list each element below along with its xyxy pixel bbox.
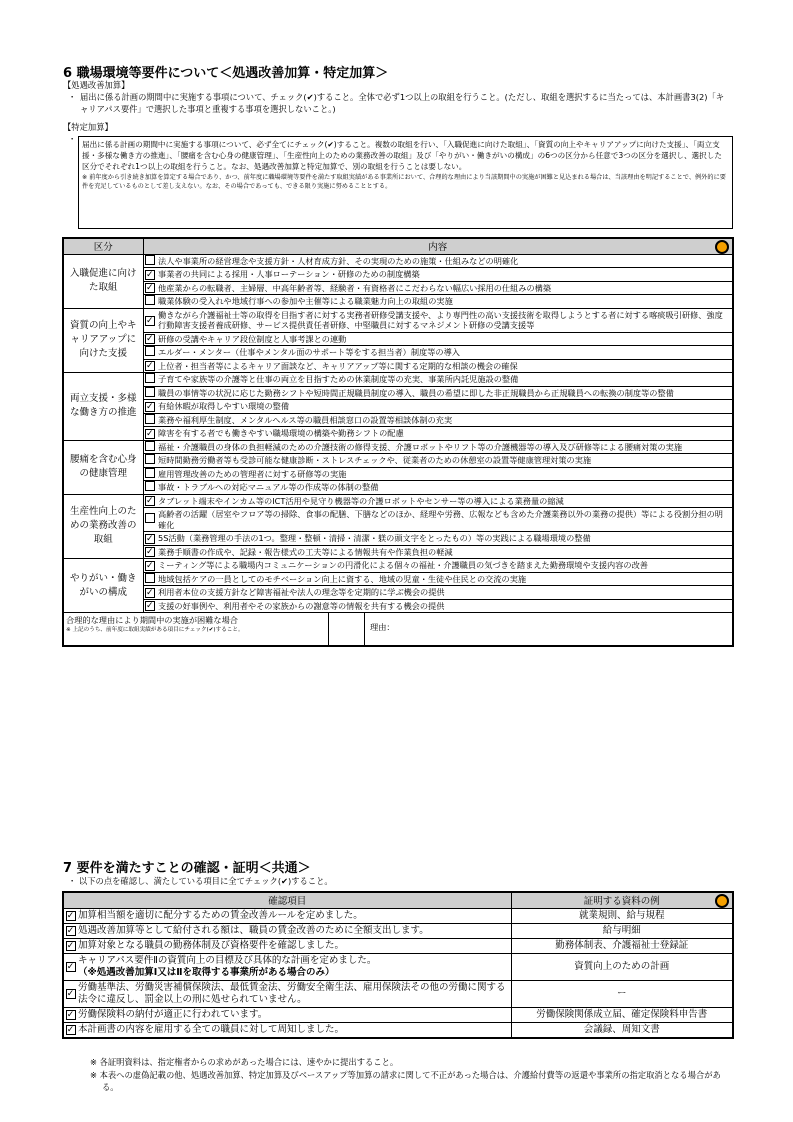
section6-title: 6 職場環境等要件について＜処遇改善加算・特定加算＞ [63,66,389,81]
item-text: 上位者・担当者等によるキャリア面談など、キャリアアップ等に関する定期的な相談の機会の確保 [156,359,733,373]
item-checkbox[interactable] [145,361,155,371]
checkbox-cell [143,440,156,454]
table-row [63,599,733,613]
table-row [63,308,733,332]
confirm-item-line: 加算相当額を適切に配分するための賃金改善ルールを定めました。 [78,909,363,921]
item-checkbox[interactable] [145,283,155,293]
item-checkbox[interactable] [145,588,155,598]
category-cell: やりがい・働きがいの構成 [63,559,143,613]
check-icon: ✓ [145,496,154,507]
col-header-evidence [511,892,733,908]
note-exception: ※ 前年度から引き続き加算を算定する場合であり、かつ、前年度に職場環境等要件を満たす取組実績がある事業所において、合理的な理由により当該期間中の実施が困難と見込まれる場合は、当該理由を明記することで、例外的に要件を充足しているものとして差し支えない。なお、その場合であっても、できる限り実施に努めることとする。 [82,174,726,190]
item-checkbox[interactable] [145,513,155,523]
item-checkbox[interactable] [145,346,155,356]
item-text: 支援の好事例や、利用者やその家族からの謝意等の情報を共有する機会の提供 [156,599,733,613]
item-checkbox[interactable] [145,429,155,439]
checkbox-cell [143,413,156,427]
check-icon: ✓ [145,428,154,439]
item-text: 業務や福利厚生制度、メンタルヘルス等の職員相談窓口の設置等相談体制の充実 [156,413,733,427]
confirm-checkbox[interactable] [66,989,76,999]
table-row [63,1007,733,1022]
check-icon: ✓ [145,547,154,558]
check-icon: ✓ [145,601,154,612]
checkbox-cell [143,467,156,481]
checkbox-cell [143,281,156,295]
item-checkbox[interactable] [145,295,155,305]
confirm-item-line: 本計画書の内容を雇用する全ての職員に対して周知しました。 [78,1023,345,1035]
item-text: 法人や事業所の経営理念や支援方針・人材育成方針、その実現のための施策・仕組みなどの明確化 [156,254,733,268]
table-row [63,1022,733,1038]
checkbox-cell [143,359,156,373]
table-row [63,586,733,600]
check-icon: ✓ [145,587,154,598]
footnote-1: ※ 各証明資料は、指定権者からの求めがあった場合には、速やかに提出すること。 [90,1057,399,1067]
checkbox-cell [143,308,156,332]
item-checkbox[interactable] [145,454,155,464]
reason-note: ※ 上記のうち、前年度に取組実績がある項目にチェック(✔)すること。 [66,627,244,633]
reason-input[interactable] [365,613,732,645]
item-checkbox[interactable] [145,334,155,344]
evidence-cell: 勤務体制表、介護福祉士登録証 [511,938,733,953]
item-text: 短時間勤務労働者等も受診可能な健康診断・ストレスチェックや、従業者のための休憩室の設置等健康管理対策の実施 [156,454,733,468]
item-text: ミーティング等による職場内コミュニケーションの円滑化による個々の福祉・介護職員の気づきを踏まえた勤務環境や支援内容の改善 [156,559,733,573]
note-tokutei: 届出に係る計画の期間中に実施する事項について、必ず全てにチェック(✔)すること。複数の取組を行い、「入職促進に向けた取組」、「資質の向上やキャリアアップに向けた支援」、「両立支援・多様な働き方の推進」、「腰痛を含む心身の健康管理」、「生産性向上のための業務改善の取組」及び「やりがい・働きがいの構成」の6つの区分から任意で3つの区分を選択し、選択した区分でそれぞれ1つ以上の取組を行うこと。なお、処遇改善加算と特定加算で、別の取組を行うことは要しない。 [82,140,722,171]
item-text: 高齢者の活躍（居室やフロア等の掃除、食事の配膳、下膳などのほか、経理や労務、広報なども含めた介護業務以外の業務の提供）等による役割分担の明確化 [156,508,733,532]
section7-title: 7 要件を満たすことの確認・証明＜共通＞ [63,861,311,876]
checkbox-cell [63,938,77,953]
confirm-checkbox[interactable] [66,1010,76,1020]
table-row [63,454,733,468]
check-icon: ✓ [145,533,154,544]
confirm-checkbox[interactable] [66,962,76,972]
check-icon: ✓ [66,961,75,972]
reason-row [63,613,733,647]
table-row [63,332,733,346]
confirm-checkbox[interactable] [66,911,76,921]
item-checkbox[interactable] [145,534,155,544]
checkbox-cell [143,559,156,573]
checkbox-cell [63,908,77,923]
bullet: ・ [68,134,77,144]
table-row [63,545,733,559]
confirm-item-text [77,980,511,1007]
footnote-2: ※ 本表への虚偽記載の他、処遇改善加算、特定加算及びベースアップ等加算の請求に関して不正があった場合は、介護給付費等の返還や事業所の指定取消となる場合がある。 [90,1070,721,1092]
confirm-item-line: 加算対象となる職員の勤務体制及び資格要件を確認しました。 [78,939,345,951]
item-checkbox[interactable] [145,573,155,583]
check-icon: ✓ [145,315,154,326]
checkbox-cell [143,427,156,441]
item-checkbox[interactable] [145,414,155,424]
table-row [63,494,733,508]
item-text: 職員の事情等の状況に応じた勤務シフトや短時間正規職員制度の導入、職員の希望に即した非正規職員から正規職員への転換の制度等の整備 [156,386,733,400]
table-row [63,386,733,400]
orange-circle-icon [715,240,729,254]
col-header-evidence-label: 証明する資料の例 [583,896,660,908]
checkbox-cell [143,386,156,400]
check-icon: ✓ [145,401,154,412]
confirm-item-text [77,938,511,953]
table-row [63,559,733,573]
evidence-cell: 資質向上のための計画 [511,953,733,980]
checkbox-cell [143,481,156,495]
work-environment-table [62,237,734,647]
item-text: 雇用管理改善のための管理者に対する研修等の実施 [156,467,733,481]
check-icon: ✓ [145,283,154,294]
reason-field-label: 理由： [370,622,395,632]
table-row [63,938,733,953]
reason-label-cell [64,613,329,645]
checkbox-cell [143,508,156,532]
item-text: 利用者本位の支援方針など障害福祉や法人の理念等を定期的に学ぶ機会の提供 [156,586,733,600]
table-row [63,268,733,282]
check-icon: ✓ [145,361,154,372]
checkbox-cell [143,295,156,309]
category-cell: 生産性向上のための業務改善の取組 [63,494,143,559]
item-checkbox[interactable] [145,402,155,412]
section7-instruction: ・ 以下の点を確認し、満たしている項目に全てチェック(✔)すること。 [68,876,333,886]
checkbox-cell [143,532,156,546]
item-text: 地域包括ケアの一員としてのモチベーション向上に資する、地域の児童・生徒や住民との交流の実施 [156,572,733,586]
checkbox-cell [143,545,156,559]
evidence-cell: 労働保険関係成立届、確定保険料申告書 [511,1007,733,1022]
checkbox-cell [143,346,156,360]
table-row [63,572,733,586]
confirm-item-text [77,1022,511,1038]
item-text: 他産業からの転職者、主婦層、中高年齢者等、経験者・有資格者にこだわらない幅広い採用の仕組みの構築 [156,281,733,295]
confirm-item-text [77,1007,511,1022]
col-header-item: 確認項目 [63,892,511,908]
table-row [63,908,733,923]
item-checkbox[interactable] [145,255,155,265]
confirm-checkbox[interactable] [66,941,76,951]
confirmation-table [62,891,734,1039]
checkbox-cell [143,572,156,586]
confirm-item-line: 処遇改善加算等として給付される額は、職員の賃金改善のために全額支出します。 [78,924,429,936]
confirm-item-line: 労働基準法、労働災害補償保険法、最低賃金法、労働安全衛生法、雇用保険法その他の労働に関する法令に違反し、罰金以上の刑に処せられていません。 [78,981,506,1005]
item-text: 職業体験の受入れや地域行事への参加や主催等による職業魅力向上の取組の実施 [156,295,733,309]
item-checkbox[interactable] [145,316,155,326]
table-row [63,346,733,360]
checkbox-cell [143,599,156,613]
item-text: タブレット端末やインカム等のICT活用や見守り機器等の介護ロボットやセンサー等の導入による業務量の縮減 [156,494,733,508]
item-text: 5S活動（業務管理の手法の1つ。整理・整頓・清掃・清潔・躾の頭文字をとったもの）等の実践による職場環境の整備 [156,532,733,546]
confirm-item-text [77,953,511,980]
confirm-item-line: キャリアパス要件Ⅱの資質向上の目標及び具体的な計画を定めました。 [78,954,377,966]
check-icon: ✓ [66,925,75,936]
check-icon: ✓ [145,334,154,345]
confirm-item-line: 労働保険料の納付が適正に行われています。 [78,1008,268,1020]
check-icon: ✓ [66,988,75,999]
table-row [63,481,733,495]
checkbox-cell [63,953,77,980]
check-icon: ✓ [66,1024,75,1035]
item-text: 福祉・介護職員の身体の負担軽減のための介護技術の修得支援、介護ロボットやリフト等の介護機器等の導入及び研修等による腰痛対策の実施 [156,440,733,454]
check-icon: ✓ [66,1009,75,1020]
confirm-checkbox[interactable] [66,1025,76,1035]
checkbox-cell [143,400,156,414]
item-text: エルダー・メンター（仕事やメンタル面のサポート等をする担当者）制度等の導入 [156,346,733,360]
item-text: 働きながら介護福祉士等の取得を目指す者に対する実務者研修受講支援や、より専門性の高い支援技術を取得しようとする者に対する喀痰吸引研修、強度行動障害支援者養成研修、サービス提供責任者研修、中堅職員に対するマネジメント研修の受講支援等 [156,308,733,332]
col-header-category: 区分 [63,238,143,254]
category-cell: 入職促進に向けた取組 [63,254,143,308]
table-row [63,532,733,546]
item-checkbox[interactable] [145,561,155,571]
confirm-item-condition: （※処遇改善加算Ⅰ又はⅡを取得する事業所がある場合のみ） [78,966,335,978]
item-checkbox[interactable] [145,547,155,557]
reason-checkbox-cell[interactable] [329,613,365,645]
item-text: 事業者の共同による採用・人事ローテーション・研修のための制度構築 [156,268,733,282]
item-checkbox[interactable] [145,468,155,478]
table-row [63,923,733,938]
check-icon: ✓ [66,940,75,951]
table-row [63,413,733,427]
item-checkbox[interactable] [145,270,155,280]
item-checkbox[interactable] [145,441,155,451]
confirm-checkbox[interactable] [66,926,76,936]
item-text: 有給休暇が取得しやすい環境の整備 [156,400,733,414]
col-header-content [143,238,733,254]
evidence-cell: 給与明細 [511,923,733,938]
sub-heading-shogu: 【処遇改善加算】 [63,80,130,90]
note-shogu: 届出に係る計画の期間中に実施する事項について、チェック(✔)すること。全体で必ず1つ以上の取組を行うこと。(ただし、取組を選択するに当たっては、本計画書3(2)「キャリアパス要件」で選択した事項と重複する事項を選択しないこと。) [80,92,725,114]
table-row [63,508,733,532]
check-icon: ✓ [66,910,75,921]
item-checkbox[interactable] [145,373,155,383]
table-row [63,980,733,1007]
checkbox-cell [143,586,156,600]
checkbox-cell [143,494,156,508]
confirm-item-text [77,908,511,923]
confirm-item-text [77,923,511,938]
check-icon: ✓ [145,269,154,280]
table-row [63,440,733,454]
checkbox-cell [143,332,156,346]
table-row [63,373,733,387]
col-header-content-label: 内容 [428,242,448,254]
evidence-cell: ー [511,980,733,1007]
table-row [63,427,733,441]
checkbox-cell [63,1022,77,1038]
category-cell: 両立支援・多様な働き方の推進 [63,373,143,441]
checkbox-cell [63,980,77,1007]
table-row [63,467,733,481]
item-checkbox[interactable] [145,496,155,506]
evidence-cell: 就業規則、給与規程 [511,908,733,923]
category-cell: 資質の向上やキャリアアップに向けた支援 [63,308,143,373]
table-row [63,254,733,268]
evidence-cell: 会議録、周知文書 [511,1022,733,1038]
tokutei-note-box [78,136,733,229]
item-checkbox[interactable] [145,481,155,491]
bullet: ・ [68,92,77,102]
table-row [63,359,733,373]
item-text: 子育てや家族等の介護等と仕事の両立を目指すための休業制度等の充実、事業所内託児施設の整備 [156,373,733,387]
item-text: 研修の受講やキャリア段位制度と人事考課との連動 [156,332,733,346]
reason-label: 合理的な理由により期間中の実施が困難な場合 [66,615,238,625]
checkbox-cell [63,923,77,938]
item-text: 障害を有する者でも働きやすい職場環境の構築や勤務シフトの配慮 [156,427,733,441]
checkbox-cell [143,373,156,387]
item-text: 事故・トラブルへの対応マニュアル等の作成等の体制の整備 [156,481,733,495]
checkbox-cell [143,454,156,468]
table-row [63,953,733,980]
item-text: 業務手順書の作成や、記録・報告様式の工夫等による情報共有や作業負担の軽減 [156,545,733,559]
checkbox-cell [143,268,156,282]
checkbox-cell [63,1007,77,1022]
table-row [63,400,733,414]
item-checkbox[interactable] [145,601,155,611]
sub-heading-tokutei: 【特定加算】 [63,122,113,132]
table-row [63,295,733,309]
orange-circle-icon [715,894,729,908]
checkbox-cell [143,254,156,268]
item-checkbox[interactable] [145,387,155,397]
table-row [63,281,733,295]
category-cell: 腰痛を含む心身の健康管理 [63,440,143,494]
check-icon: ✓ [145,560,154,571]
